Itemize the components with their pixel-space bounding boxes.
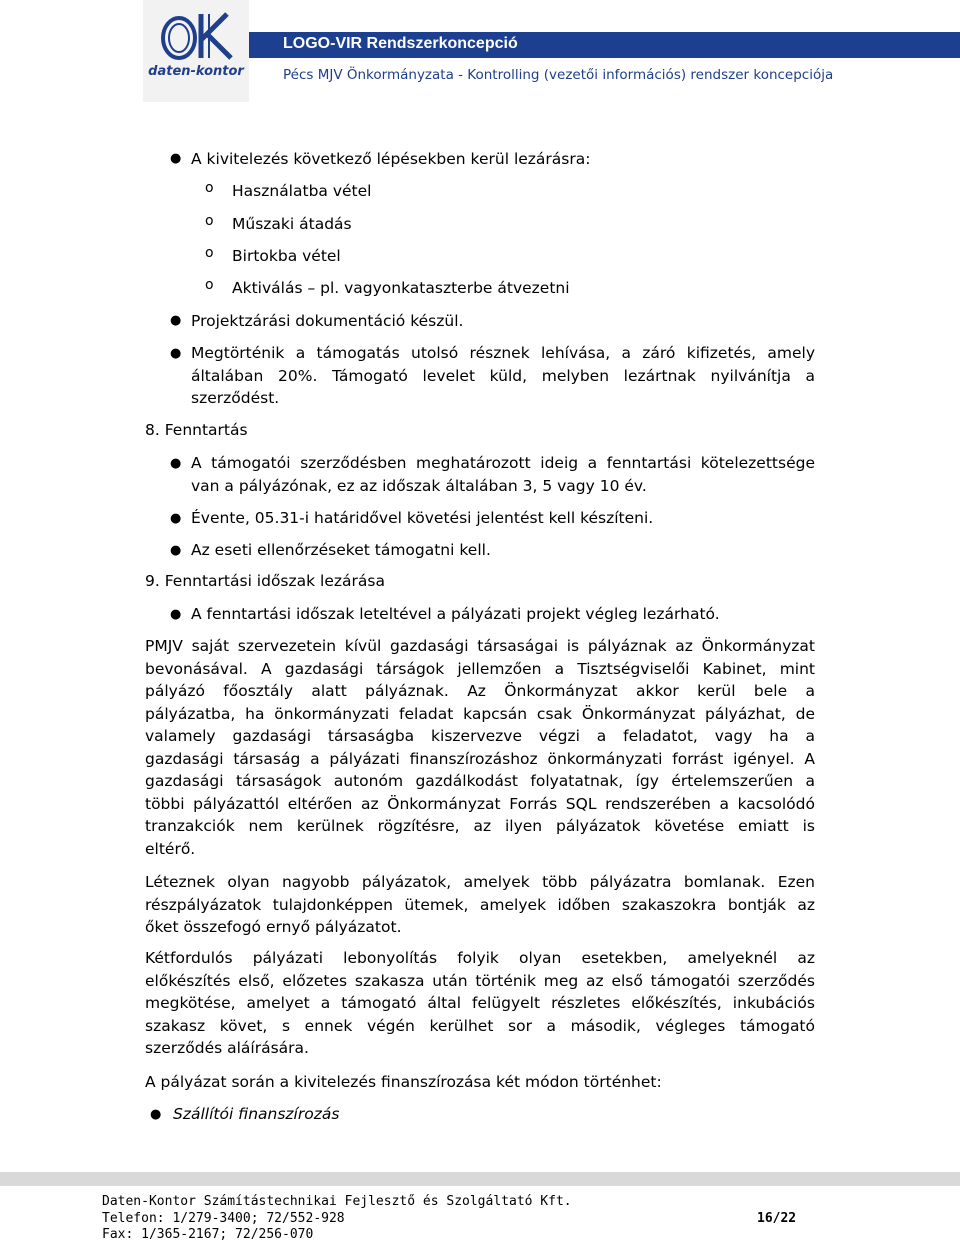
section-heading: 9. Fenntartási időszak lezárása	[145, 572, 385, 590]
list-item: A fenntartási időszak leteltével a pályázati projekt végleg lezárható.	[191, 605, 720, 623]
bullet-icon: ●	[150, 1107, 162, 1122]
list-item: A kivitelezés következő lépésekben kerül lezárásra:	[191, 150, 591, 168]
footer-rule	[0, 1172, 960, 1186]
paragraph: A pályázat során a kivitelezés finanszírozása két módon történhet:	[145, 1073, 662, 1091]
bullet-icon: ●	[170, 543, 182, 558]
header-title: LOGO-VIR Rendszerkoncepció	[283, 35, 518, 52]
page-number: 16/22	[757, 1211, 797, 1226]
circle-bullet-icon: o	[205, 213, 214, 229]
ok-logo-icon	[143, 0, 249, 70]
list-item: Szállítói finanszírozás	[173, 1105, 340, 1123]
circle-bullet-icon: o	[205, 180, 214, 196]
footer-company: Daten-Kontor Számítástechnikai Fejlesztő és Szolgáltató Kft.	[102, 1194, 572, 1209]
list-item: Évente, 05.31-i határidővel követési jelentést kell készíteni.	[191, 509, 654, 527]
list-item: Az eseti ellenőrzéseket támogatni kell.	[191, 541, 491, 559]
bullet-icon: ●	[170, 511, 182, 526]
circle-bullet-icon: o	[205, 277, 214, 293]
section-heading: 8. Fenntartás	[145, 421, 248, 439]
bullet-icon: ●	[170, 346, 182, 361]
sub-list-item: Műszaki átadás	[232, 215, 352, 233]
paragraph: PMJV saját szervezetein kívül gazdasági társaságai is pályáznak az Önkormányzat bevonásával. A gazdasági társágok jellemzően a Tisztségviselői Kabinet, mint pályázó főosztály alatt pályáznak. Az Önkormányzat akkor kerül bele a pályázatba, ha önkormányzati feladat kapcsán csak Önkormányzat pályázhat, de valamely gazdasági társaságba kiszervezve végzi a feladatot, vagy ha a gazdasági társaság a pályázati finanszírozáshoz önkormányzati forrást igényel. A gazdasági társaságok autonóm gazdálkodást folyatatnak, így értelemszerűen a többi pályázattól eltérően az Önkormányzat Forrás SQL rendszerében a kacsolódó tranzakciók nem kerülnek rögzítésre, az ilyen pályázatok követése emiatt is eltérő.	[145, 637, 815, 858]
list-item: Projektzárási dokumentáció készül.	[191, 312, 464, 330]
list-item: A támogatói szerződésben meghatározott ideig a fenntartási kötelezettsége van a pályázónak, ez az időszak általában 3, 5 vagy 10 év.	[191, 454, 815, 495]
sub-list-item: Aktiválás – pl. vagyonkataszterbe átvezetni	[232, 279, 570, 297]
bullet-icon: ●	[170, 456, 182, 471]
bullet-icon: ●	[170, 607, 182, 622]
paragraph: Kétfordulós pályázati lebonyolítás folyik olyan esetekben, amelyeknél az előkészítés első, előzetes szakasza után történik meg az első támogatói szerződés megkötése, amelyet a támogató által felügyelt részletes előkészítés, inkubációs szakasz követ, s ennek végén kerülhet sor a második, végleges támogató szerződés aláírására.	[145, 949, 815, 1057]
header-subtitle: Pécs MJV Önkormányzata - Kontrolling (vezetői információs) rendszer koncepciója	[283, 67, 834, 83]
bullet-icon: ●	[170, 313, 182, 328]
sub-list-item: Birtokba vétel	[232, 247, 341, 265]
footer-phone: Telefon: 1/279-3400; 72/552-928	[102, 1211, 345, 1226]
circle-bullet-icon: o	[205, 245, 214, 261]
sub-list-item: Használatba vétel	[232, 182, 372, 200]
list-item: Megtörténik a támogatás utolsó résznek lehívása, a záró kifizetés, amely általában 20%. Támogató levelet küld, melyben lezártnak nyilvánítja a szerződést.	[191, 344, 815, 407]
paragraph: Léteznek olyan nagyobb pályázatok, amelyek több pályázatra bomlanak. Ezen részpályázatok tulajdonképpen ütemek, amelyek időben szakaszokra bontják az őket összefogó ernyő pályázatot.	[145, 873, 815, 936]
logo-text: daten-kontor	[148, 64, 244, 79]
footer-fax: Fax: 1/365-2167; 72/256-070	[102, 1227, 314, 1242]
logo	[143, 0, 249, 102]
bullet-icon: ●	[170, 151, 182, 166]
